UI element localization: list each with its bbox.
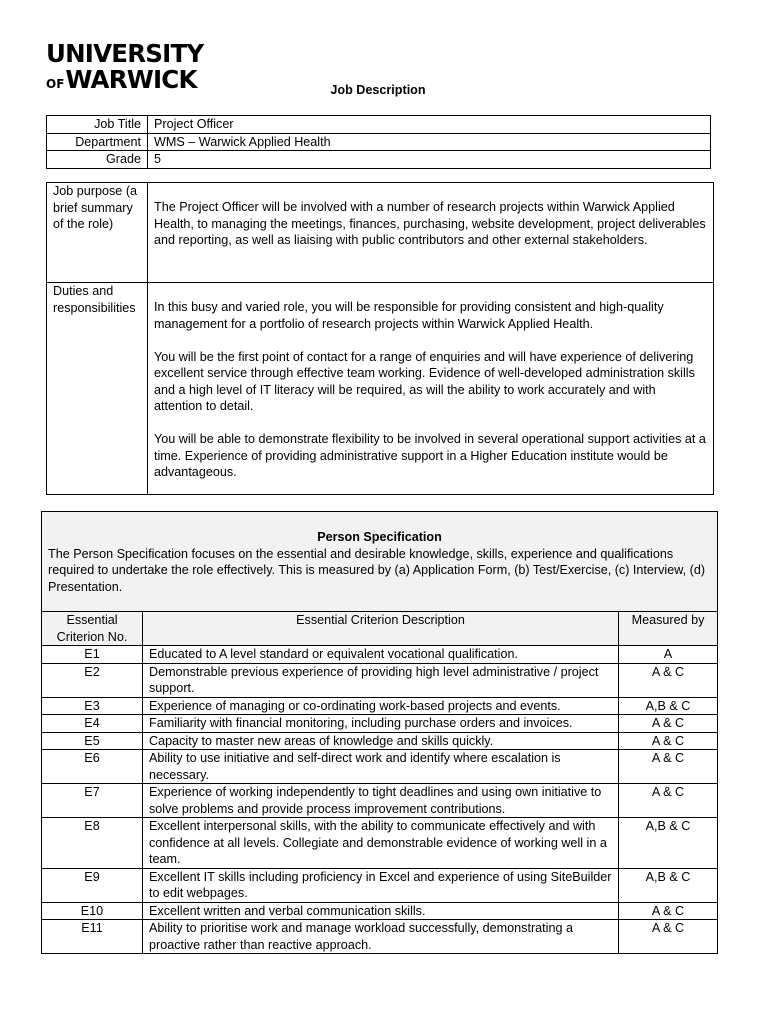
criterion-measured-by: A & C xyxy=(619,784,718,818)
person-spec-header xyxy=(42,512,718,612)
job-purpose-label: Job purpose (a brief summary of the role) xyxy=(47,183,148,283)
document-title: Job Description xyxy=(330,83,426,97)
criterion-description: Capacity to master new areas of knowledge and skills quickly. xyxy=(143,732,619,750)
job-purpose-text: The Project Officer will be involved with a number of research projects within Warwick Applied Health, to managing the meetings, finances, purchasing, website development, project deliverables and reporting, as well as liaising with public contributors and other external stakeholders. xyxy=(148,183,714,283)
criterion-no: E2 xyxy=(42,663,143,697)
criterion-no: E9 xyxy=(42,868,143,902)
grade-value: 5 xyxy=(148,151,711,169)
criterion-measured-by: A & C xyxy=(619,732,718,750)
criterion-description: Demonstrable previous experience of providing high level administrative / project support. xyxy=(143,663,619,697)
table-row xyxy=(47,183,714,283)
logo-of: OF xyxy=(46,77,65,91)
table-header-row xyxy=(42,612,718,646)
criterion-measured-by: A & C xyxy=(619,920,718,954)
person-spec-title: Person Specification xyxy=(317,530,442,544)
logo-warwick: WARWICK xyxy=(65,64,197,94)
table-row xyxy=(42,868,718,902)
duties-paragraph: You will be the first point of contact for a range of enquiries and will have experience of delivering excellent service through effective team working. Evidence of well-developed administration skills and a high level of IT literacy will be required, as will the ability to work accurately and with attention to detail. xyxy=(154,349,695,413)
criterion-measured-by: A,B & C xyxy=(619,868,718,902)
criterion-no: E3 xyxy=(42,697,143,715)
duties-text xyxy=(148,283,714,495)
criterion-measured-by: A & C xyxy=(619,750,718,784)
criterion-no: E11 xyxy=(42,920,143,954)
table-row xyxy=(42,732,718,750)
table-row xyxy=(47,283,714,495)
role-table xyxy=(46,182,714,495)
criterion-no: E7 xyxy=(42,784,143,818)
duties-paragraph: In this busy and varied role, you will be responsible for providing consistent and high-quality management for a portfolio of research projects within Warwick Applied Health. xyxy=(154,300,664,331)
column-header-criterion-no: Essential Criterion No. xyxy=(42,612,143,646)
criterion-no: E8 xyxy=(42,818,143,869)
table-row xyxy=(42,818,718,869)
department-value: WMS – Warwick Applied Health xyxy=(148,133,711,151)
table-row xyxy=(47,133,711,151)
table-row xyxy=(42,750,718,784)
person-specification-table xyxy=(41,511,718,954)
criterion-description: Ability to use initiative and self-direct work and identify where escalation is necessary. xyxy=(143,750,619,784)
job-title-label: Job Title xyxy=(47,116,148,134)
criterion-description: Excellent interpersonal skills, with the ability to communicate effectively and with confidence at all levels. Collegiate and demonstrable evidence of working well in a team. xyxy=(143,818,619,869)
criterion-measured-by: A,B & C xyxy=(619,697,718,715)
criterion-description: Familiarity with financial monitoring, including purchase orders and invoices. xyxy=(143,715,619,733)
criterion-description: Experience of managing or co-ordinating work-based projects and events. xyxy=(143,697,619,715)
table-row xyxy=(47,116,711,134)
column-header-description: Essential Criterion Description xyxy=(143,612,619,646)
criterion-description: Ability to prioritise work and manage workload successfully, demonstrating a proactive rather than reactive approach. xyxy=(143,920,619,954)
person-spec-intro: The Person Specification focuses on the essential and desirable knowledge, skills, experience and qualifications required to undertake the role effectively. This is measured by (a) Application Form, (b) Test/Exercise, (c) Interview, (d) Presentation. xyxy=(48,546,706,594)
department-label: Department xyxy=(47,133,148,151)
criterion-measured-by: A & C xyxy=(619,902,718,920)
criterion-measured-by: A & C xyxy=(619,715,718,733)
criterion-no: E6 xyxy=(42,750,143,784)
grade-label: Grade xyxy=(47,151,148,169)
criterion-description: Educated to A level standard or equivalent vocational qualification. xyxy=(143,646,619,664)
criterion-no: E5 xyxy=(42,732,143,750)
table-row xyxy=(42,902,718,920)
table-row xyxy=(47,151,711,169)
criterion-no: E10 xyxy=(42,902,143,920)
criterion-measured-by: A & C xyxy=(619,663,718,697)
table-row xyxy=(42,646,718,664)
criterion-measured-by: A,B & C xyxy=(619,818,718,869)
job-info-table xyxy=(46,115,711,169)
criterion-measured-by: A xyxy=(619,646,718,664)
table-row xyxy=(42,715,718,733)
criterion-description: Experience of working independently to tight deadlines and using own initiative to solve problems and provide process improvement contributions. xyxy=(143,784,619,818)
criterion-no: E4 xyxy=(42,715,143,733)
table-row xyxy=(42,784,718,818)
duties-label: Duties and responsibilities xyxy=(47,283,148,495)
duties-paragraph: You will be able to demonstrate flexibility to be involved in several operational support activities at a time. Experience of providing administrative support in a Higher Education institute would be advantageous. xyxy=(154,432,706,479)
table-row xyxy=(42,512,718,612)
table-row xyxy=(42,697,718,715)
job-title-value: Project Officer xyxy=(148,116,711,134)
table-row xyxy=(42,663,718,697)
criterion-no: E1 xyxy=(42,646,143,664)
table-row xyxy=(42,920,718,954)
column-header-measured-by: Measured by xyxy=(619,612,718,646)
logo-line-university: UNIVERSITY xyxy=(46,39,204,68)
criterion-description: Excellent written and verbal communication skills. xyxy=(143,902,619,920)
criterion-description: Excellent IT skills including proficiency in Excel and experience of using SiteBuilder to edit webpages. xyxy=(143,868,619,902)
